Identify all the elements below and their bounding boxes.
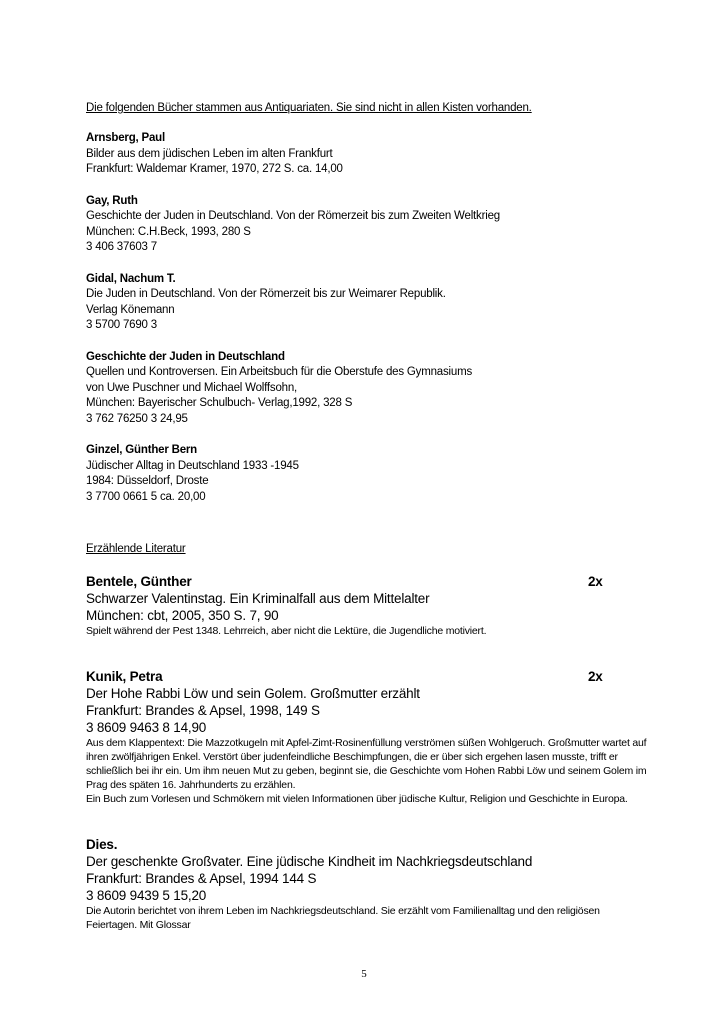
- book-publisher: Frankfurt: Waldemar Kramer, 1970, 272 S. ca. 14,00: [86, 163, 343, 175]
- book-author: Gidal, Nachum T.: [86, 272, 176, 285]
- book-author: [86, 836, 646, 853]
- literature-entry: [86, 836, 646, 932]
- book-note: Die Autorin berichtet von ihrem Leben im Nachkriegsdeutschland. Sie erzählt vom Familienalltag und den religiösen Feiertagen. Mit Glossar: [86, 905, 600, 931]
- section-heading: Erzählende Literatur: [86, 543, 186, 555]
- book-note: Aus dem Klappentext: Die Mazzotkugeln mit Apfel-Zimt-Rosinenfüllung verströmen süßen Wohlgeruch. Großmutter wartet auf ihren zwölfjährigen Enkel. Verstört über judenfeindliche Beschimpfungen, die er über sich ergehen lasen musste, trifft er schließlich bei ihr ein. Um ihm neuen Mut zu geben, beginnt sie, die Geschichte vom Hohen Rabbi Löw und seinem Golem im Prag des späten 16. Jahrhunderts zu erzählen.: [86, 737, 647, 791]
- book-entry: [86, 131, 646, 178]
- book-publisher: Verlag Könemann: [86, 303, 175, 316]
- book-author: Ginzel, Günther Bern: [86, 444, 198, 456]
- book-publisher: München: Bayerischer Schulbuch- Verlag,1992, 328 S: [86, 397, 353, 409]
- book-publisher: Frankfurt: Brandes & Apsel, 1994 144 S: [86, 871, 317, 886]
- book-author-name: Kunik, Petra: [86, 669, 163, 684]
- book-publisher: Frankfurt: Brandes & Apsel, 1998, 149 S: [86, 703, 320, 718]
- book-author: [86, 668, 646, 685]
- book-title: Der Hohe Rabbi Löw und sein Golem. Großmutter erzählt: [86, 686, 420, 701]
- book-title: Die Juden in Deutschland. Von der Römerzeit bis zur Weimarer Republik.: [86, 288, 446, 300]
- book-author: Arnsberg, Paul: [86, 132, 165, 144]
- page-number: 5: [361, 968, 367, 980]
- book-title: Jüdischer Alltag in Deutschland 1933 -1945: [86, 459, 299, 472]
- book-author: Gay, Ruth: [86, 194, 138, 207]
- book-isbn: 3 762 76250 3 24,95: [86, 412, 188, 425]
- literature-entry: [86, 573, 646, 638]
- book-entry: [86, 350, 646, 428]
- book-title: Geschichte der Juden in Deutschland. Von der Römerzeit bis zum Zweiten Weltkrieg: [86, 210, 500, 222]
- book-note: Spielt während der Pest 1348. Lehrreich, aber nicht die Lektüre, die Jugendliche motiviert.: [86, 625, 487, 637]
- antiquarian-list: [86, 131, 646, 505]
- book-isbn: 3 5700 7690 3: [86, 319, 157, 331]
- book-isbn: 3 406 37603 7: [86, 241, 157, 253]
- book-note: Ein Buch zum Vorlesen und Schmökern mit vielen Informationen über jüdische Kultur, Religion und Geschichte in Europa.: [86, 793, 628, 805]
- book-title: Quellen und Kontroversen. Ein Arbeitsbuch für die Oberstufe des Gymnasiums: [86, 366, 472, 378]
- book-author: [86, 573, 646, 590]
- book-entry: [86, 272, 646, 334]
- book-isbn: 3 7700 0661 5 ca. 20,00: [86, 490, 206, 503]
- book-isbn: 3 8609 9439 5 15,20: [86, 888, 207, 903]
- book-entry: [86, 443, 646, 505]
- literature-entry: [86, 668, 646, 806]
- book-author: Geschichte der Juden in Deutschland: [86, 350, 285, 363]
- book-publisher: München: C.H.Beck, 1993, 280 S: [86, 225, 251, 238]
- book-editors: von Uwe Puschner und Michael Wolffsohn,: [86, 381, 298, 394]
- intro-note: Die folgenden Bücher stammen aus Antiquariaten. Sie sind nicht in allen Kisten vorhanden.: [86, 102, 532, 114]
- document-page: [86, 100, 646, 932]
- copy-count: 2x: [588, 574, 603, 589]
- book-author-name: Bentele, Günther: [86, 574, 192, 589]
- book-publisher: 1984: Düsseldorf, Droste: [86, 475, 209, 487]
- book-publisher: München: cbt, 2005, 350 S. 7, 90: [86, 608, 279, 623]
- book-isbn: 3 8609 9463 8 14,90: [86, 720, 207, 735]
- book-author-name: Dies.: [86, 837, 118, 852]
- copy-count: 2x: [588, 669, 603, 684]
- book-title: Bilder aus dem jüdischen Leben im alten Frankfurt: [86, 147, 333, 160]
- book-title: Schwarzer Valentinstag. Ein Kriminalfall aus dem Mittelalter: [86, 591, 430, 606]
- book-title: Der geschenkte Großvater. Eine jüdische Kindheit im Nachkriegsdeutschland: [86, 854, 533, 869]
- book-entry: [86, 194, 646, 256]
